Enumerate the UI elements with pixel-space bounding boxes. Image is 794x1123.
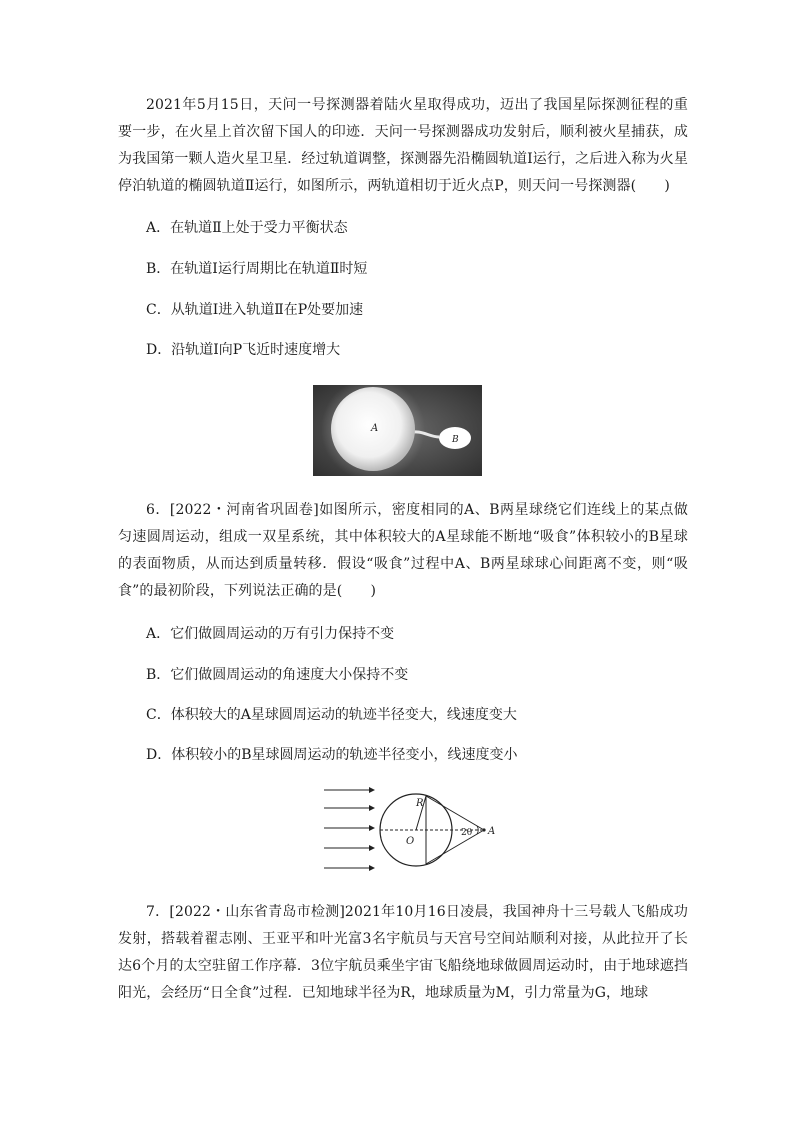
question-7-stem: 7．[2022・山东省青岛市检测]2021年10月16日凌晨，我国神舟十三号载人飞船成功发射，搭载着翟志刚、王亚平和叶光富3名宇航员与天宫号空间站顺利对接，从此拉开了长达6个月的太空驻留工作序幕．3位宇航员乘坐宇宙飞船绕地球做圆周运动时，由于地球遮挡阳光，会经历“日全食”过程．已知地球半径为R，地球质量为M，引力常量为G，地球 <box>118 904 688 1001</box>
upper-tangent-line <box>426 796 484 830</box>
binary-star-figure <box>313 385 482 476</box>
point-a-dot <box>482 828 485 831</box>
question-6-stem: 6．[2022・河南省巩固卷]如图所示，密度相同的A、B两星球绕它们连线上的某点做匀速圆周运动，组成一双星系统，其中体积较大的A星球能不断地“吸食”体积较小的B星球的表面物质，从而达到质量转移．假设“吸食”过程中A、B两星球球心间距离不变，则“吸食”的最初阶段，下列说法正确的是( ) <box>118 502 688 599</box>
question-5-option-c: C．从轨道Ⅰ进入轨道Ⅱ在P处要加速 <box>146 302 364 318</box>
angle-label: 2θ <box>461 828 473 838</box>
question-6-option-a: A．它们做圆周运动的万有引力保持不变 <box>146 626 395 642</box>
center-label: O <box>406 836 415 847</box>
question-5-option-d: D．沿轨道Ⅰ向P飞近时速度增大 <box>146 342 341 358</box>
lower-tangent-line <box>426 830 484 864</box>
radius-label: R <box>416 798 424 809</box>
sunlight-arrows <box>324 790 374 868</box>
point-a-label: A <box>488 826 496 837</box>
star-a-label: A <box>371 423 379 434</box>
question-5-stem: 2021年5月15日，天问一号探测器着陆火星取得成功，迈出了我国星际探测征程的重要一步，在火星上首次留下国人的印迹．天问一号探测器成功发射后，顺利被火星捕获，成为我国第一颗人造火星卫星．经过轨道调整，探测器先沿椭圆轨道Ⅰ运行，之后进入称为火星停泊轨道的椭圆轨道Ⅱ运行，如图所示，两轨道相切于近火点P，则天问一号探测器( ) <box>118 97 688 194</box>
question-6-option-b: B．它们做圆周运动的角速度大小保持不变 <box>146 667 409 683</box>
star-b-label: B <box>452 435 459 445</box>
question-6-option-d: D．体积较小的B星球圆周运动的轨迹半径变小，线速度变小 <box>146 747 518 763</box>
question-6-option-c: C．体积较大的A星球圆周运动的轨迹半径变大，线速度变大 <box>146 707 517 723</box>
question-5-option-a: A．在轨道Ⅱ上处于受力平衡状态 <box>146 220 348 236</box>
question-5-option-b: B．在轨道Ⅰ运行周期比在轨道Ⅱ时短 <box>146 261 368 277</box>
earth-shadow-figure <box>322 782 504 882</box>
